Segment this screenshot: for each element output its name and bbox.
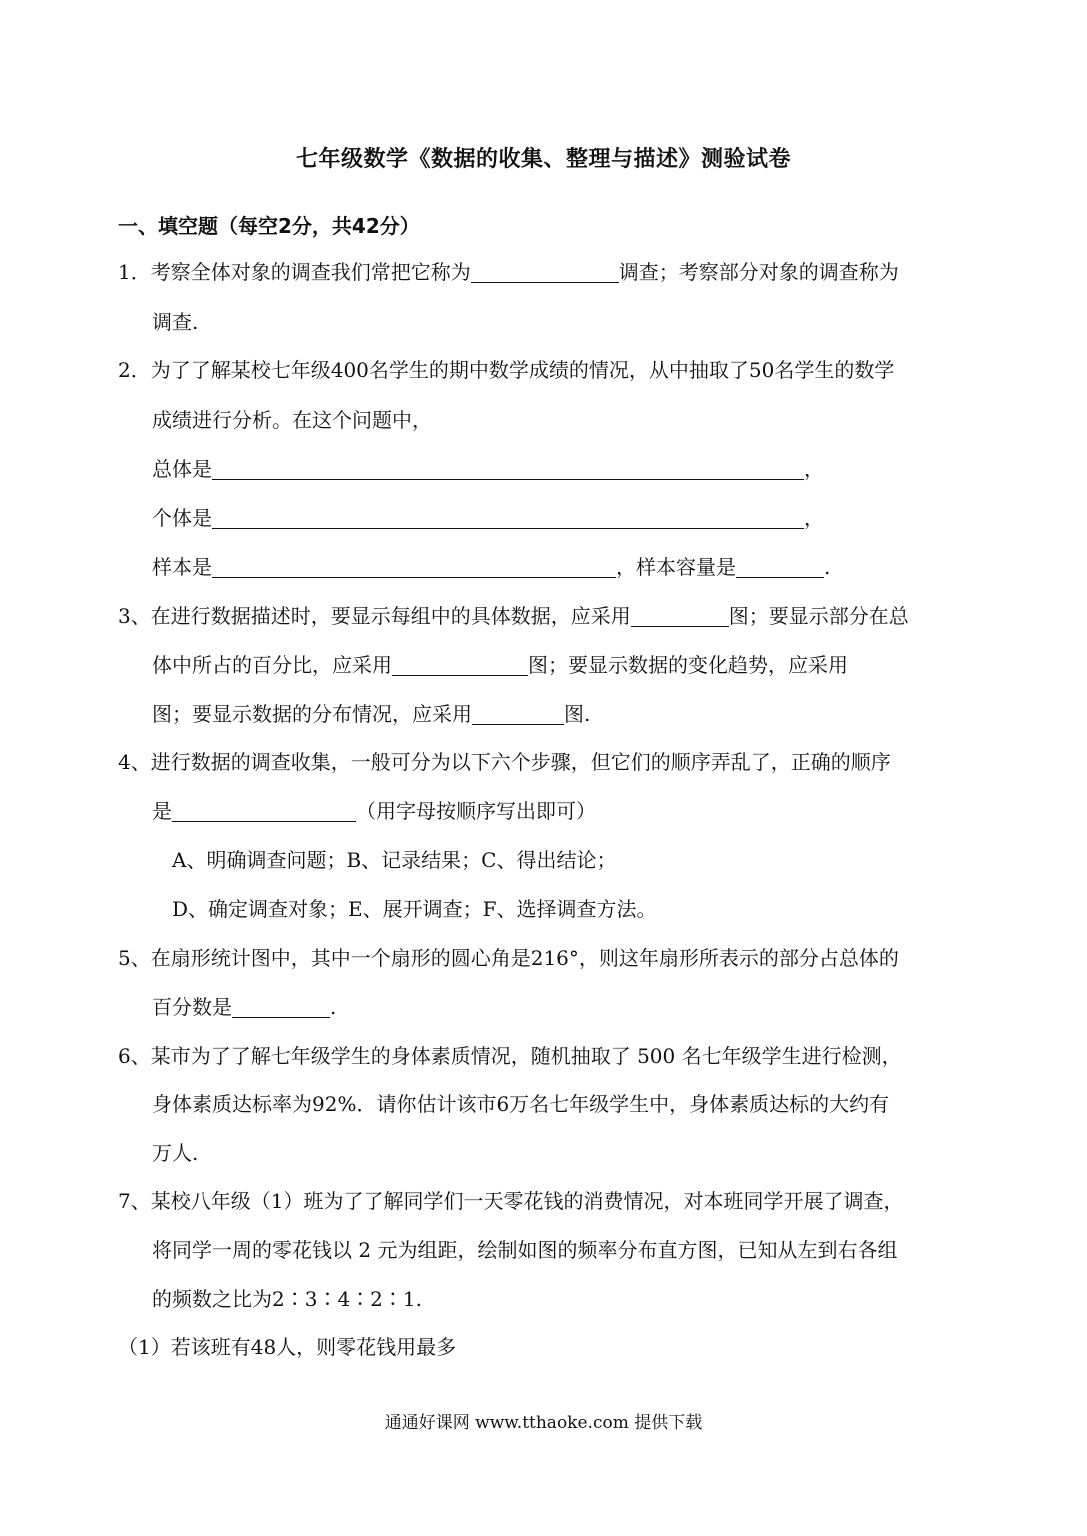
q2-sample-blank[interactable] — [212, 555, 616, 578]
q1-blank1[interactable] — [471, 260, 619, 283]
q2-line2: 成绩进行分析。在这个问题中， — [152, 408, 432, 432]
q4-options1: A、明确调查问题；B、记录结果；C、得出结论； — [172, 848, 617, 872]
q3-blank3[interactable] — [472, 702, 564, 725]
q2-total-blank[interactable] — [212, 457, 804, 480]
q5-blank[interactable] — [232, 995, 330, 1018]
q2-sample-line: 样本是 ，样本容量是 . — [152, 555, 831, 579]
page-footer: 通通好课网 www.tthaoke.com 提供下载 — [384, 1413, 703, 1433]
section-heading: 一、填空题（每空2分，共42分） — [118, 214, 420, 238]
page-title: 七年级数学《数据的收集、整理与描述》测验试卷 — [295, 147, 791, 172]
q3-blank1[interactable] — [631, 604, 729, 627]
q3-line3: 图；要显示数据的分布情况，应采用 图. — [152, 702, 591, 726]
q6-line1: 6、某市为了了解七年级学生的身体素质情况，随机抽取了 500 名七年级学生进行检测， — [118, 1044, 902, 1068]
q7-line3: 的频数之比为2∶3∶4∶2∶1. — [152, 1287, 422, 1311]
q2-line1: 2．为了了解某校七年级400名学生的期中数学成绩的情况，从中抽取了50名学生的数学 — [118, 358, 895, 382]
q7-line2: 将同学一周的零花钱以 2 元为组距，绘制如图的频率分布直方图，已知从左到右各组 — [152, 1238, 898, 1262]
q4-line1: 4、进行数据的调查收集，一般可分为以下六个步骤，但它们的顺序弄乱了，正确的顺序 — [118, 750, 891, 774]
q6-line2: 身体素质达标率为92%．请你估计该市6万名七年级学生中，身体素质达标的大约有 — [152, 1092, 890, 1116]
q3-line2: 体中所占的百分比，应采用 图；要显示数据的变化趋势，应采用 — [152, 653, 848, 677]
q4-options2: D、确定调查对象；E、展开调查；F、选择调查方法。 — [172, 897, 657, 921]
q5-line2: 百分数是 . — [152, 995, 337, 1019]
q2-sample-size-blank[interactable] — [736, 555, 824, 578]
q4-blank[interactable] — [172, 799, 356, 822]
q1-line1: 1．考察全体对象的调查我们常把它称为 调查；考察部分对象的调查称为 — [118, 260, 899, 284]
q5-line1: 5、在扇形统计图中，其中一个扇形的圆心角是216°，则这年扇形所表示的部分占总体的 — [118, 946, 899, 970]
q2-individual-blank[interactable] — [212, 506, 804, 529]
q7-line1: 7、某校八年级（1）班为了了解同学们一天零花钱的消费情况，对本班同学开展了调查， — [118, 1189, 904, 1213]
q3-line1: 3、在进行数据描述时，要显示每组中的具体数据，应采用 图；要显示部分在总 — [118, 604, 909, 628]
q3-blank2[interactable] — [392, 653, 528, 676]
q7-sub1: （1）若该班有48人，则零花钱用最多 — [118, 1335, 457, 1359]
q4-line2: 是 （用字母按顺序写出即可） — [152, 799, 596, 823]
q1-line2: 调查. — [152, 310, 199, 334]
q6-line3: 万人. — [152, 1141, 199, 1165]
q2-total-line: 总体是 ， — [152, 457, 824, 481]
q2-individual-line: 个体是 ， — [152, 506, 824, 530]
